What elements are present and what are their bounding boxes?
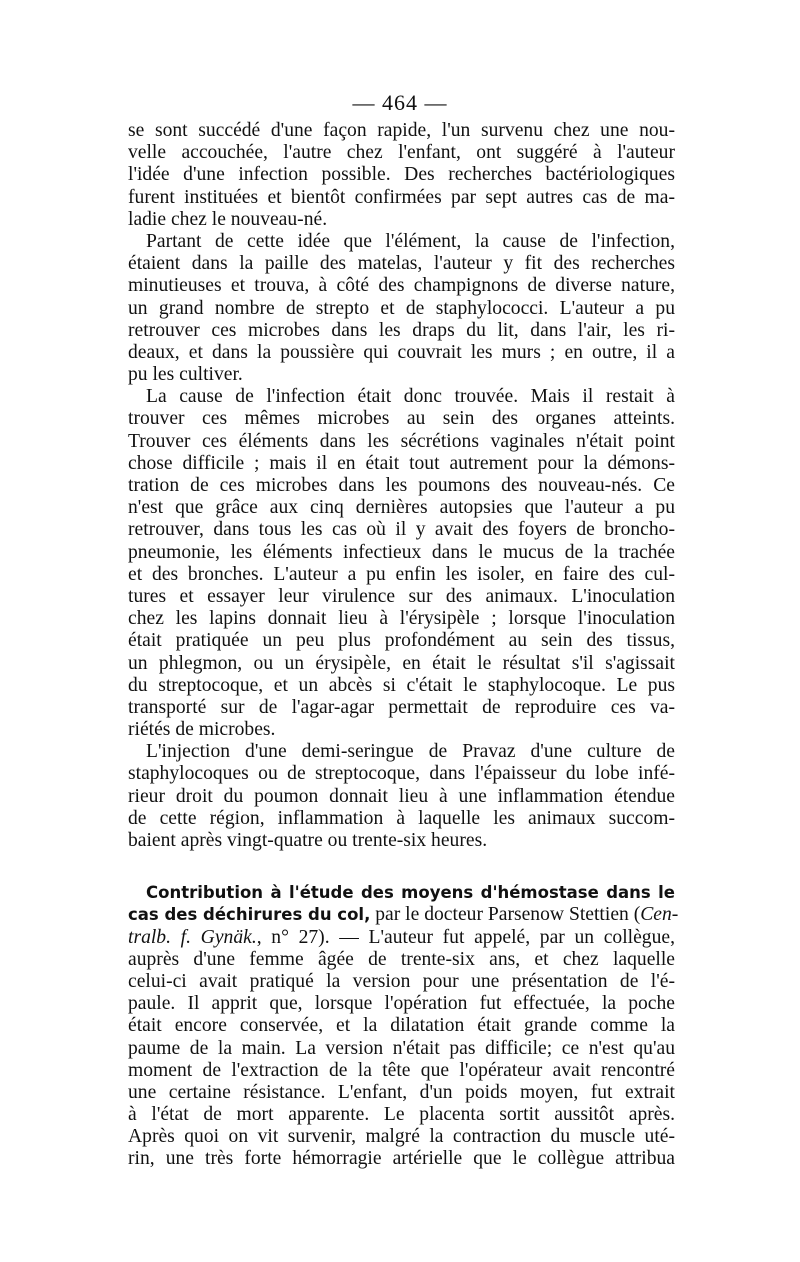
text-line: deaux, et dans la poussière qui couvrait les murs ; en outre, il a xyxy=(128,341,675,363)
text-line: du streptocoque, et un abcès si c'était le staphylocoque. Le pus xyxy=(128,674,675,696)
text-line: paume de la main. La version n'était pas difficile; ce n'est qu'au xyxy=(128,1037,675,1059)
article-byline: par le docteur Parsenow Stettien ( xyxy=(370,904,641,926)
text-line: et des bronches. L'auteur a pu enfin les isoler, en faire des cul- xyxy=(128,563,675,585)
text-line: Trouver ces éléments dans les sécrétions vaginales n'était point xyxy=(128,430,675,452)
text-line: pu les cultiver. xyxy=(128,364,243,386)
article-heading-line xyxy=(128,882,675,904)
text-column xyxy=(128,120,679,1171)
text-line: chose difficile ; mais il en était tout autrement pour la démons- xyxy=(128,452,675,474)
text-line: pneumonie, les éléments infectieux dans le mucus de la trachée xyxy=(128,541,675,563)
text-line: retrouver, dans tous les cas où il y avait des foyers de broncho- xyxy=(128,519,675,541)
journal-title: tralb. f. Gynäk. xyxy=(128,926,257,948)
text-line: un phlegmon, ou un érysipèle, en était le résultat s'il s'agissait xyxy=(128,652,675,674)
text-line: riétés de microbes. xyxy=(128,719,276,741)
section-gap xyxy=(128,852,675,882)
text-line: minutieuses et trouva, à côté des champignons de diverse nature, xyxy=(128,275,675,297)
text-line: baient après vingt-quatre ou trente-six heures. xyxy=(128,830,488,851)
text-line: transporté sur de l'agar-agar permettait de reproduire ces va- xyxy=(128,696,675,718)
text-line: un grand nombre de strepto et de staphylococci. L'auteur a pu xyxy=(128,297,675,319)
paragraph xyxy=(128,231,675,386)
text-line: celui-ci avait pratiqué la version pour une présentation de l'é- xyxy=(128,970,675,992)
paragraph xyxy=(128,386,675,741)
text-line: chez les lapins donnait lieu à l'érysipèle ; lorsque l'inoculation xyxy=(128,608,675,630)
text-line: à l'état de mort apparente. Le placenta sortit aussitôt après. xyxy=(128,1104,675,1126)
text-line: l'idée d'une infection possible. Des recherches bactériologiques xyxy=(128,164,675,186)
paragraph xyxy=(128,120,675,231)
text-line: était pratiquée un peu plus profondément au sein des tissus, xyxy=(128,630,675,652)
text-line: n'est que grâce aux cinq dernières autopsies que l'auteur a pu xyxy=(128,497,675,519)
article-heading: cas des déchirures du col, xyxy=(128,905,371,925)
text-line: furent instituées et bientôt confirmées par sept autres cas de ma- xyxy=(128,186,675,208)
text-line: de cette région, inflammation à laquelle les animaux succom- xyxy=(128,807,675,829)
text-line: auprès d'une femme âgée de trente-six ans, et chez laquelle xyxy=(128,948,675,970)
text-line: trouver ces mêmes microbes au sein des organes atteints. xyxy=(128,408,675,430)
text-line: Après quoi on vit survenir, malgré la contraction du muscle uté- xyxy=(128,1126,675,1148)
article-heading: Contribution à l'étude des moyens d'hémostase dans le xyxy=(146,883,675,903)
text-line: ladie chez le nouveau-né. xyxy=(128,208,328,230)
text-line: était encore conservée, et la dilatation était grande comme la xyxy=(128,1015,675,1037)
text-line: une certaine résistance. L'enfant, d'un poids moyen, fut extrait xyxy=(128,1081,675,1103)
text-line: La cause de l'infection était donc trouvée. Mais il restait à xyxy=(146,386,675,408)
text-line: rin, une très forte hémorragie artérielle que le collègue attribua xyxy=(128,1148,675,1170)
paragraph xyxy=(128,741,675,852)
text-line: tration de ces microbes dans les poumons des nouveau-nés. Ce xyxy=(128,475,675,496)
text-line: staphylocoques ou de streptocoque, dans l'épaisseur du lobe infé- xyxy=(128,763,675,785)
article-reference: , n° 27). — L'auteur fut appelé, par un collègue, xyxy=(256,926,675,948)
text-line: paule. Il apprit que, lorsque l'opération fut effectuée, la poche xyxy=(128,993,675,1015)
journal-title: Cen- xyxy=(640,904,679,926)
text-line: se sont succédé d'une façon rapide, l'un survenu chez une nou- xyxy=(128,120,675,141)
text-line: retrouver ces microbes dans les draps du lit, dans l'air, les ri- xyxy=(128,319,675,341)
text-line: velle accouchée, l'autre chez l'enfant, ont suggéré à l'auteur xyxy=(128,142,675,164)
text-line: tures et essayer leur virulence sur des animaux. L'inoculation xyxy=(128,585,675,607)
text-line: moment de l'extraction de la tête que l'opérateur avait rencontré xyxy=(128,1059,675,1081)
page-number: — 464 — xyxy=(352,90,448,115)
text-line: étaient dans la paille des matelas, l'auteur y fit des recherches xyxy=(128,253,675,275)
text-line: L'injection d'une demi-seringue de Pravaz d'une culture de xyxy=(146,741,675,763)
text-line: rieur droit du poumon donnait lieu à une inflammation étendue xyxy=(128,785,675,807)
article-byline-line xyxy=(128,904,679,926)
article-abstract xyxy=(128,882,679,1170)
article-reference-line xyxy=(128,927,675,949)
text-line: Partant de cette idée que l'élément, la cause de l'infection, xyxy=(146,230,675,252)
